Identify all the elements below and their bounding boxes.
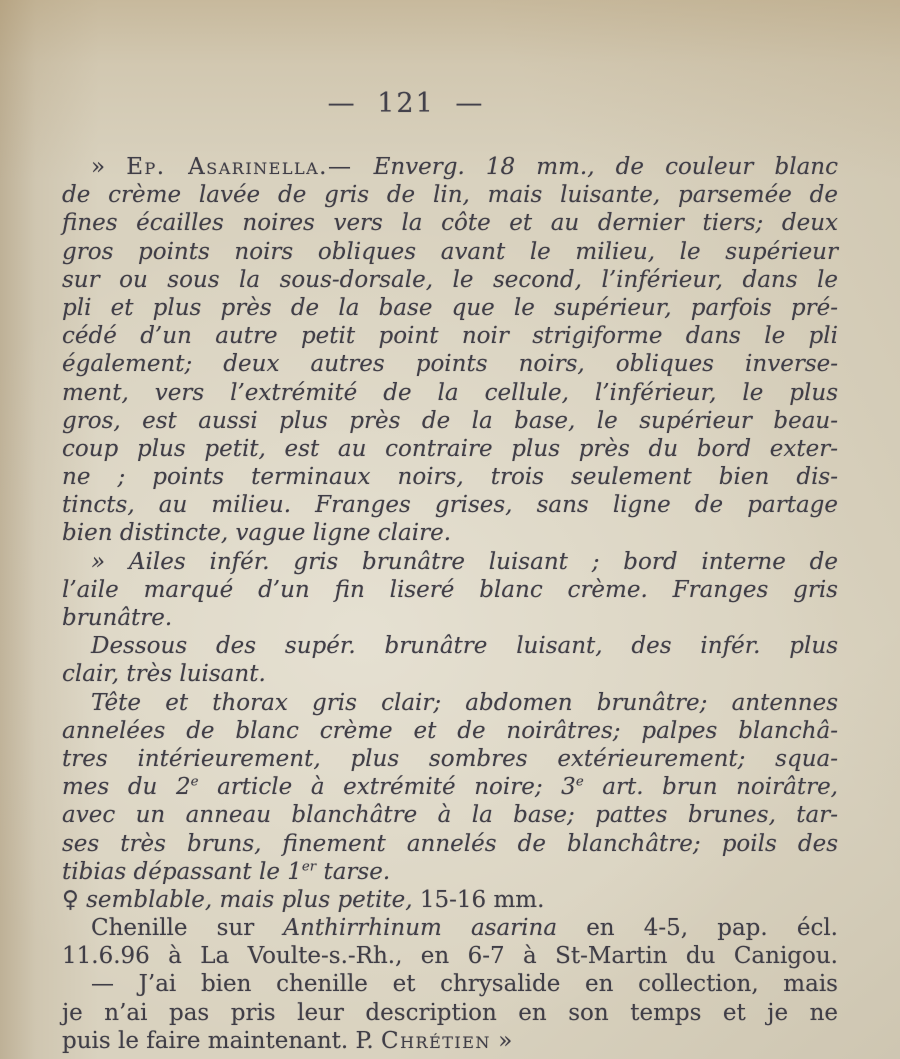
text-line xyxy=(62,604,838,632)
text-segment: sur ou sous la sous-dorsale, le second, l’inférieur, dans le xyxy=(62,266,838,293)
text-segment: ses très bruns, finement annelés de blanchâtre; poils des xyxy=(62,830,838,857)
text-segment: fines écailles noires vers la côte et au dernier tiers; deux xyxy=(62,210,838,237)
text-segment: article à extrémité noire; 3 xyxy=(198,774,576,801)
text-line xyxy=(62,858,838,886)
text-segment: clair, très luisant. xyxy=(62,661,266,688)
text-segment: Chrétien xyxy=(380,1027,491,1054)
text-segment: er xyxy=(301,859,317,875)
text-segment: 15-16 mm. xyxy=(419,886,545,913)
text-line xyxy=(62,999,838,1027)
text-segment: » xyxy=(490,1027,513,1054)
text-segment: e xyxy=(190,774,199,790)
text-line xyxy=(62,435,838,463)
text-segment: Ep. Asarinella.— xyxy=(126,154,353,180)
text-segment: mes du 2 xyxy=(62,774,191,801)
text-segment: pli et plus près de la base que le supérieur, parfois pré- xyxy=(62,294,838,321)
text-segment: également; deux autres points noirs, obliques inverse- xyxy=(62,351,838,378)
text-segment: tres intérieurement, plus sombres extérieurement; squa- xyxy=(62,745,838,772)
text-line xyxy=(62,576,838,604)
text-line xyxy=(62,801,838,829)
text-segment: gros, est aussi plus près de la base, le supérieur beau- xyxy=(62,407,838,434)
text-line xyxy=(62,294,838,322)
text-segment: » xyxy=(91,154,127,180)
text-segment: coup plus petit, est au contraire plus près du bord exter- xyxy=(62,435,838,462)
text-line xyxy=(62,463,838,491)
text-line xyxy=(62,407,838,435)
text-segment: brunâtre. xyxy=(62,605,173,631)
text-segment: de crème lavée de gris de lin, mais luisante, parsemée de xyxy=(62,182,838,209)
text-line xyxy=(62,266,838,294)
text-line xyxy=(62,548,838,576)
text-segment: tincts, au milieu. Franges grises, sans ligne de partage xyxy=(62,492,838,519)
text-line xyxy=(62,379,838,407)
text-segment: cédé d’un autre petit point noir strigiforme dans le pli xyxy=(62,323,838,350)
text-segment: semblable, mais plus petite, xyxy=(86,886,420,913)
text-segment: ♀ xyxy=(62,886,87,913)
text-segment: l’aile marqué d’un fin liseré blanc crème. Franges gris xyxy=(62,576,838,603)
text-segment: gros points noirs obliques avant le milieu, le supérieur xyxy=(62,238,838,265)
text-segment: ment, vers l’extrémité de la cellule, l’inférieur, le plus xyxy=(62,379,838,406)
text-line xyxy=(62,209,838,237)
text-segment: tibias dépassant le 1 xyxy=(62,858,302,885)
page-number: — 121 — xyxy=(327,88,485,119)
text-segment: ne ; points terminaux noirs, trois seulement bien dis- xyxy=(62,464,838,491)
text-line xyxy=(62,153,838,181)
text-segment: en 4-5, pap. écl. xyxy=(557,915,838,942)
text-line xyxy=(62,914,838,942)
text-segment: Chenille sur xyxy=(91,915,284,942)
text-segment: bien distincte, vague ligne claire. xyxy=(62,520,452,547)
text-segment: avec un anneau blanchâtre à la base; pattes brunes, tar- xyxy=(62,802,838,829)
text-line xyxy=(62,745,838,773)
text-segment: 11.6.96 à La Voulte-s.-Rh., en 6-7 à St-Martin du Canigou. xyxy=(62,943,838,970)
text-line xyxy=(62,181,838,209)
page-content xyxy=(62,88,838,1055)
text-segment: — J’ai bien chenille et chrysalide en collection, mais xyxy=(91,971,838,998)
text-segment: puis le faire maintenant. P. xyxy=(62,1027,381,1054)
text-segment: je n’ai pas pris leur description en son temps et je ne xyxy=(62,999,838,1026)
text-line xyxy=(62,238,838,266)
text-segment: Dessous des supér. brunâtre luisant, des infér. plus xyxy=(91,633,838,660)
text-line xyxy=(62,491,838,519)
text-block xyxy=(62,153,838,1055)
text-line xyxy=(62,519,838,547)
text-segment: Tête et thorax gris clair; abdomen brunâtre; antennes xyxy=(91,689,838,716)
text-segment: annelées de blanc crème et de noirâtres; palpes blanchâ- xyxy=(62,717,838,744)
text-segment: Enverg. 18 mm., de couleur blanc xyxy=(352,154,838,180)
text-line xyxy=(62,942,838,970)
text-line xyxy=(62,1027,838,1055)
text-line xyxy=(62,773,838,801)
text-line xyxy=(62,632,838,660)
text-line xyxy=(62,717,838,745)
text-segment: art. brun noirâtre, xyxy=(583,774,838,801)
text-line xyxy=(62,886,838,914)
text-segment: Anthirrhinum asarina xyxy=(283,915,558,942)
text-line xyxy=(62,689,838,717)
text-line xyxy=(62,350,838,378)
text-line xyxy=(62,970,838,998)
text-line xyxy=(62,660,838,688)
text-segment: e xyxy=(575,774,584,790)
text-segment: tarse. xyxy=(316,858,391,885)
text-line xyxy=(62,830,838,858)
text-line xyxy=(62,322,838,350)
text-segment: » Ailes infér. gris brunâtre luisant ; bord interne de xyxy=(91,548,838,575)
